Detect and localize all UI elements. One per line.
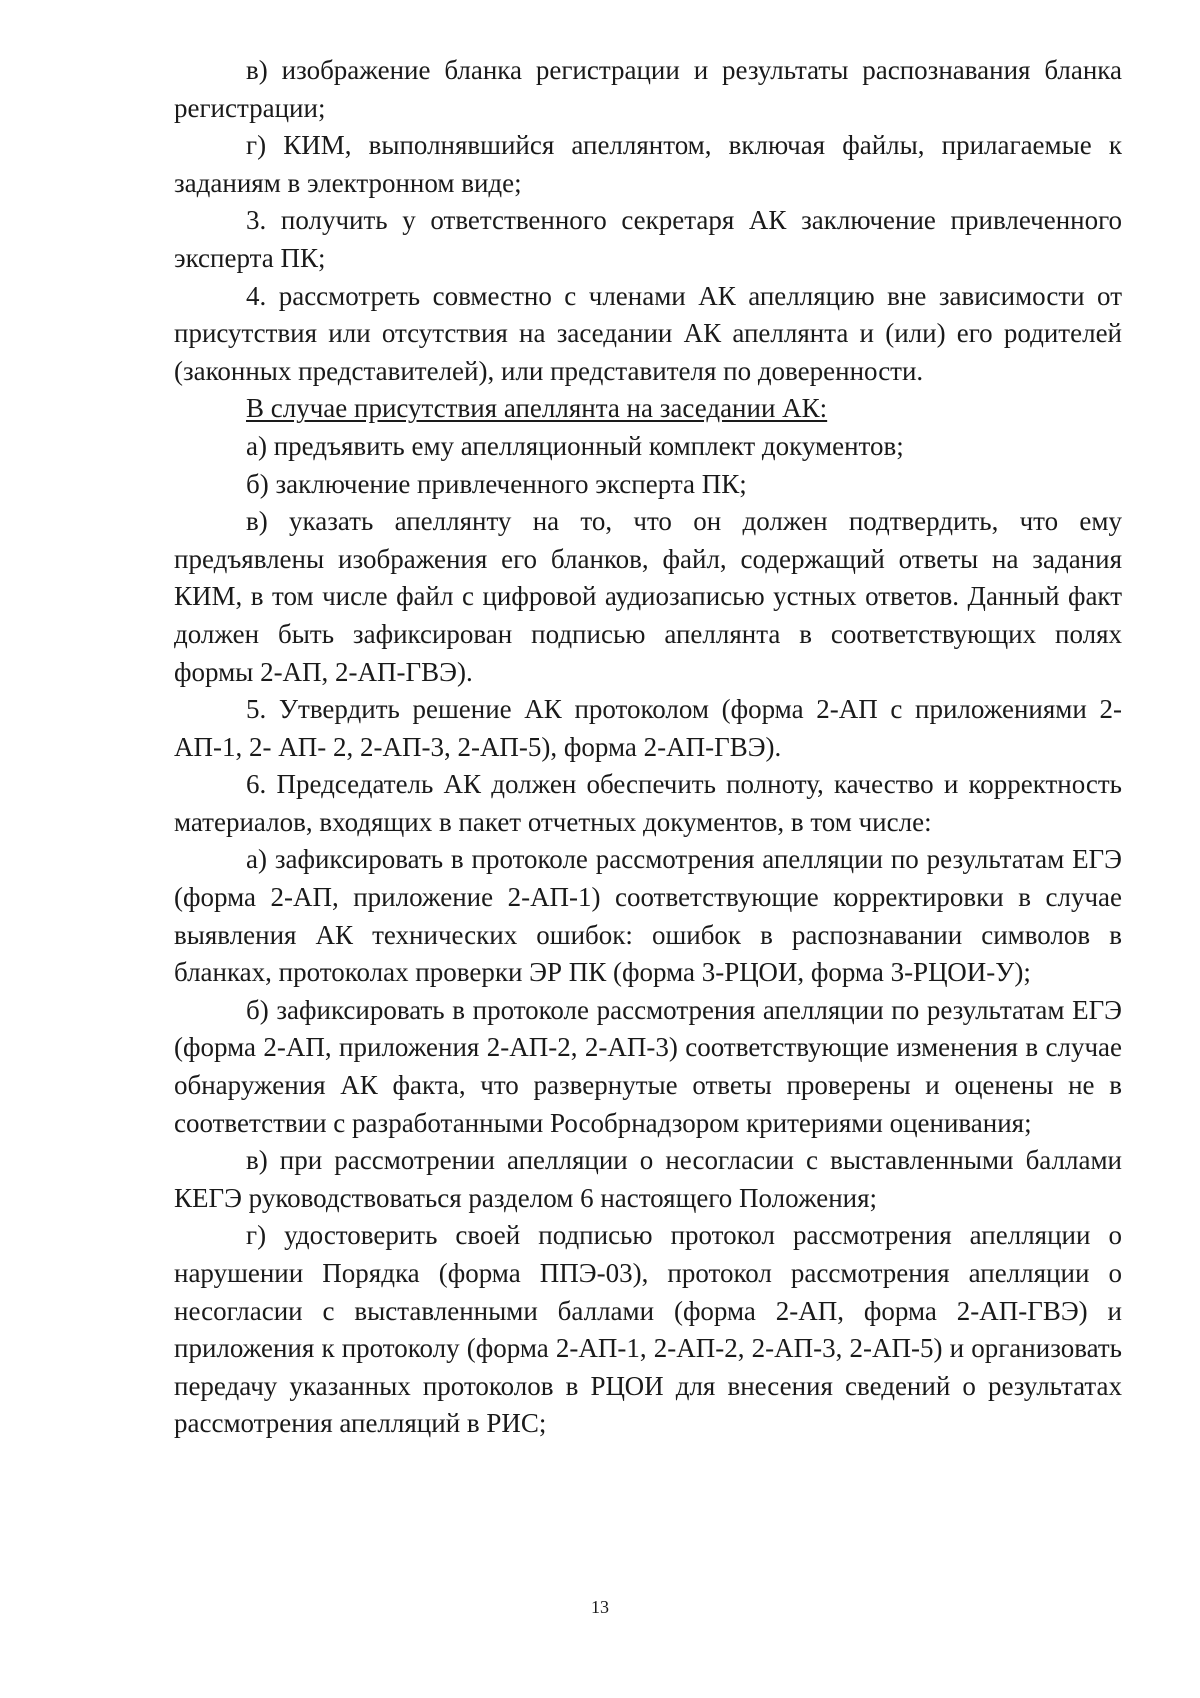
paragraph-v-kege: в) при рассмотрении апелляции о несогласии с выставленными баллами КЕГЭ руководствоваться разделом 6 настоящего Положения; [174, 1145, 1122, 1213]
paragraph-appellant-present-heading [174, 390, 1122, 428]
document-body [174, 52, 1122, 1443]
paragraph-a-present-documents: а) предъявить ему апелляционный комплект документов; [246, 430, 904, 461]
paragraph-4-review-appeal: 4. рассмотреть совместно с членами АК апелляцию вне зависимости от присутствия или отсутствия на заседании АК апеллянта и (или) его родителей (законных представителей), или представителя по доверенности. [174, 280, 1122, 386]
paragraph-g-certify: г) удостоверить своей подписью протокол рассмотрения апелляции о нарушении Порядка (форма ППЭ-03), протокол рассмотрения апелляции о несогласии с выставленными баллами (форма 2-АП, форма 2-АП-ГВЭ) и приложения к протоколу (форма 2-АП-1, 2-АП-2, 2-АП-3, 2-АП-5) и организовать передачу указанных протоколов в РЦОИ для внесения сведений о результатах рассмотрения апелляций в РИС; [174, 1220, 1122, 1439]
page-number: 13 [591, 1597, 609, 1617]
paragraph-5-approve-decision: 5. Утвердить решение АК протоколом (форма 2-АП с приложениями 2-АП-1, 2- АП- 2, 2-АП-3, 2-АП-5), форма 2-АП-ГВЭ). [174, 694, 1122, 762]
paragraph-a-technical-errors: а) зафиксировать в протоколе рассмотрения апелляции по результатам ЕГЭ (форма 2-АП, приложение 2-АП-1) соответствующие корректировки в случае выявления АК технических ошибок: ошибок в распознавании символов в бланках, протоколах проверки ЭР ПК (форма 3-РЦОИ, форма 3-РЦОИ-У); [174, 844, 1122, 988]
paragraph-3-expert-conclusion: 3. получить у ответственного секретаря АК заключение привлеченного эксперта ПК; [174, 205, 1122, 273]
paragraph-6-chairman: 6. Председатель АК должен обеспечить полноту, качество и корректность материалов, входящих в пакет отчетных документов, в том числе: [174, 769, 1122, 837]
paragraph-b-changes: б) зафиксировать в протоколе рассмотрения апелляции по результатам ЕГЭ (форма 2-АП, приложения 2-АП-2, 2-АП-3) соответствующие изменения в случае обнаружения АК факта, что развернутые ответы проверены и оценены не в соответствии с разработанными Рособрнадзором критериями оценивания; [174, 994, 1122, 1138]
underlined-heading-text: В случае присутствия апеллянта на заседании АК: [246, 393, 828, 424]
paragraph-v-registration-form: в) изображение бланка регистрации и результаты распознавания бланка регистрации; [174, 55, 1122, 123]
paragraph-b-expert-conclusion: б) заключение привлеченного эксперта ПК; [246, 468, 747, 499]
paragraph-v-confirm: в) указать апеллянту на то, что он должен подтвердить, что ему предъявлены изображения его бланков, файл, содержащий ответы на задания КИМ, в том числе файл с цифровой аудиозаписью устных ответов. Данный факт должен быть зафиксирован подписью апеллянта в соответствующих полях формы 2-АП, 2-АП-ГВЭ). [174, 506, 1122, 687]
paragraph-g-kim: г) КИМ, выполнявшийся апеллянтом, включая файлы, прилагаемые к заданиям в электронном виде; [174, 130, 1122, 198]
